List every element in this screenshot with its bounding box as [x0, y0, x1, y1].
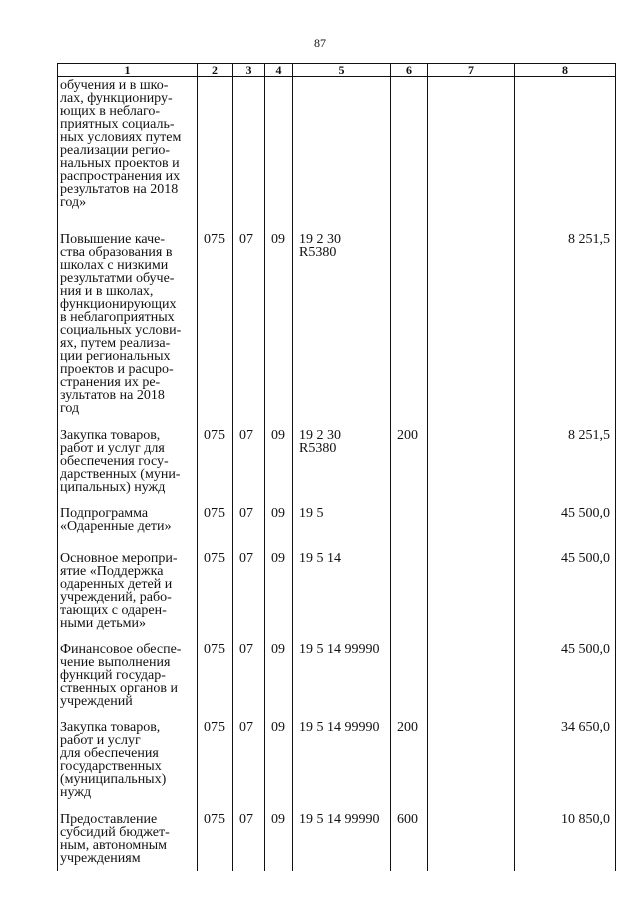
- cell-amount: 10 850,0: [515, 813, 616, 871]
- cell-target-item: [293, 721, 391, 813]
- row-name: [58, 813, 198, 871]
- cell-target-item: [293, 813, 391, 871]
- row-name-text: Повышение каче- ства образования в школах с низкими результатми обуче- ния и в школах, функционирующих в неблагоприятных социальных услови- ях, путем реализа- ции региональных проектов и расupo- странения их ре- зультатов на 2018 год: [60, 232, 182, 416]
- target-item-text: 19 5 14 99990: [299, 720, 380, 735]
- table-row: [58, 813, 616, 871]
- row-name: [58, 507, 198, 552]
- cell-expense-type: [391, 77, 428, 234]
- cell-section: 07: [233, 721, 265, 813]
- row-name: [58, 721, 198, 813]
- cell-admin-code: 075: [198, 233, 233, 429]
- row-name-text: обучения и в шко- лах, функциониру- ющих в неблаго- приятных социаль- ных условиях путем реализации регио- нальных проектов и распространения их результатов на 2018 год»: [60, 78, 182, 210]
- table-row: [58, 77, 616, 234]
- cell-amount: 45 500,0: [515, 643, 616, 721]
- cell-expense-type: 200: [391, 721, 428, 813]
- cell-target-item: [293, 552, 391, 643]
- target-item-text: 19 5: [299, 506, 324, 521]
- row-name-text: Подпрограмма «Одаренные дети»: [60, 506, 172, 534]
- row-name: [58, 429, 198, 507]
- cell-subsection: 09: [265, 643, 293, 721]
- row-name-text: Основное меропри- ятие «Поддержка одаренных детей и учреждений, рабо- тающих с одарен- ными детьми»: [60, 551, 178, 631]
- cell-col7: [428, 813, 515, 871]
- column-header-3: 3: [233, 64, 265, 77]
- cell-col7: [428, 643, 515, 721]
- cell-target-item: [293, 233, 391, 429]
- cell-amount: 8 251,5: [515, 429, 616, 507]
- cell-target-item: [293, 77, 391, 234]
- cell-admin-code: 075: [198, 552, 233, 643]
- cell-subsection: [265, 77, 293, 234]
- cell-expense-type: 600: [391, 813, 428, 871]
- cell-col7: [428, 721, 515, 813]
- cell-target-item: [293, 429, 391, 507]
- cell-admin-code: 075: [198, 813, 233, 871]
- cell-expense-type: [391, 233, 428, 429]
- cell-section: 07: [233, 233, 265, 429]
- row-name-text: Финансовое обеспе- чение выполнения функций государ- ственных органов и учреждений: [60, 642, 182, 709]
- cell-section: 07: [233, 552, 265, 643]
- column-header-1: 1: [58, 64, 198, 77]
- page-number: 87: [314, 36, 326, 50]
- table-row: [58, 721, 616, 813]
- cell-col7: [428, 233, 515, 429]
- cell-expense-type: [391, 643, 428, 721]
- table-row: [58, 552, 616, 643]
- cell-admin-code: 075: [198, 507, 233, 552]
- cell-section: [233, 77, 265, 234]
- cell-amount: 34 650,0: [515, 721, 616, 813]
- cell-admin-code: 075: [198, 721, 233, 813]
- cell-amount: [515, 77, 616, 234]
- cell-admin-code: 075: [198, 643, 233, 721]
- target-item-text: 19 2 30 R5380: [299, 232, 341, 260]
- cell-section: 07: [233, 429, 265, 507]
- cell-expense-type: [391, 552, 428, 643]
- table-row: [58, 429, 616, 507]
- cell-expense-type: [391, 507, 428, 552]
- cell-subsection: 09: [265, 721, 293, 813]
- target-item-text: 19 5 14 99990: [299, 812, 380, 827]
- cell-col7: [428, 507, 515, 552]
- row-name: [58, 552, 198, 643]
- column-header-8: 8: [515, 64, 616, 77]
- row-name: [58, 77, 198, 234]
- cell-subsection: 09: [265, 813, 293, 871]
- row-name: [58, 233, 198, 429]
- cell-col7: [428, 429, 515, 507]
- cell-section: 07: [233, 507, 265, 552]
- cell-subsection: 09: [265, 507, 293, 552]
- cell-target-item: [293, 643, 391, 721]
- column-header-6: 6: [391, 64, 428, 77]
- cell-admin-code: 075: [198, 429, 233, 507]
- column-header-4: 4: [265, 64, 293, 77]
- budget-table: [57, 63, 616, 871]
- target-item-text: 19 5 14 99990: [299, 642, 380, 657]
- cell-admin-code: [198, 77, 233, 234]
- cell-amount: 45 500,0: [515, 552, 616, 643]
- row-name: [58, 643, 198, 721]
- cell-col7: [428, 77, 515, 234]
- target-item-text: 19 2 30 R5380: [299, 428, 341, 456]
- table-row: [58, 507, 616, 552]
- target-item-text: 19 5 14: [299, 551, 341, 566]
- cell-col7: [428, 552, 515, 643]
- cell-subsection: 09: [265, 233, 293, 429]
- column-header-7: 7: [428, 64, 515, 77]
- table-row: [58, 643, 616, 721]
- cell-subsection: 09: [265, 552, 293, 643]
- cell-section: 07: [233, 643, 265, 721]
- header-row: [58, 64, 616, 77]
- cell-subsection: 09: [265, 429, 293, 507]
- row-name-text: Предоставление субсидий бюджет- ным, автономным учреждениям: [60, 812, 170, 866]
- column-header-5: 5: [293, 64, 391, 77]
- cell-target-item: [293, 507, 391, 552]
- column-header-2: 2: [198, 64, 233, 77]
- cell-expense-type: 200: [391, 429, 428, 507]
- row-name-text: Закупка товаров, работ и услуг для обеспечения государственных (муниципальных) нужд: [60, 720, 167, 800]
- cell-amount: 8 251,5: [515, 233, 616, 429]
- cell-section: 07: [233, 813, 265, 871]
- table-row: [58, 233, 616, 429]
- row-name-text: Закупка товаров, работ и услуг для обеспечения госу- дарственных (муни- ципальных) нужд: [60, 428, 181, 495]
- cell-amount: 45 500,0: [515, 507, 616, 552]
